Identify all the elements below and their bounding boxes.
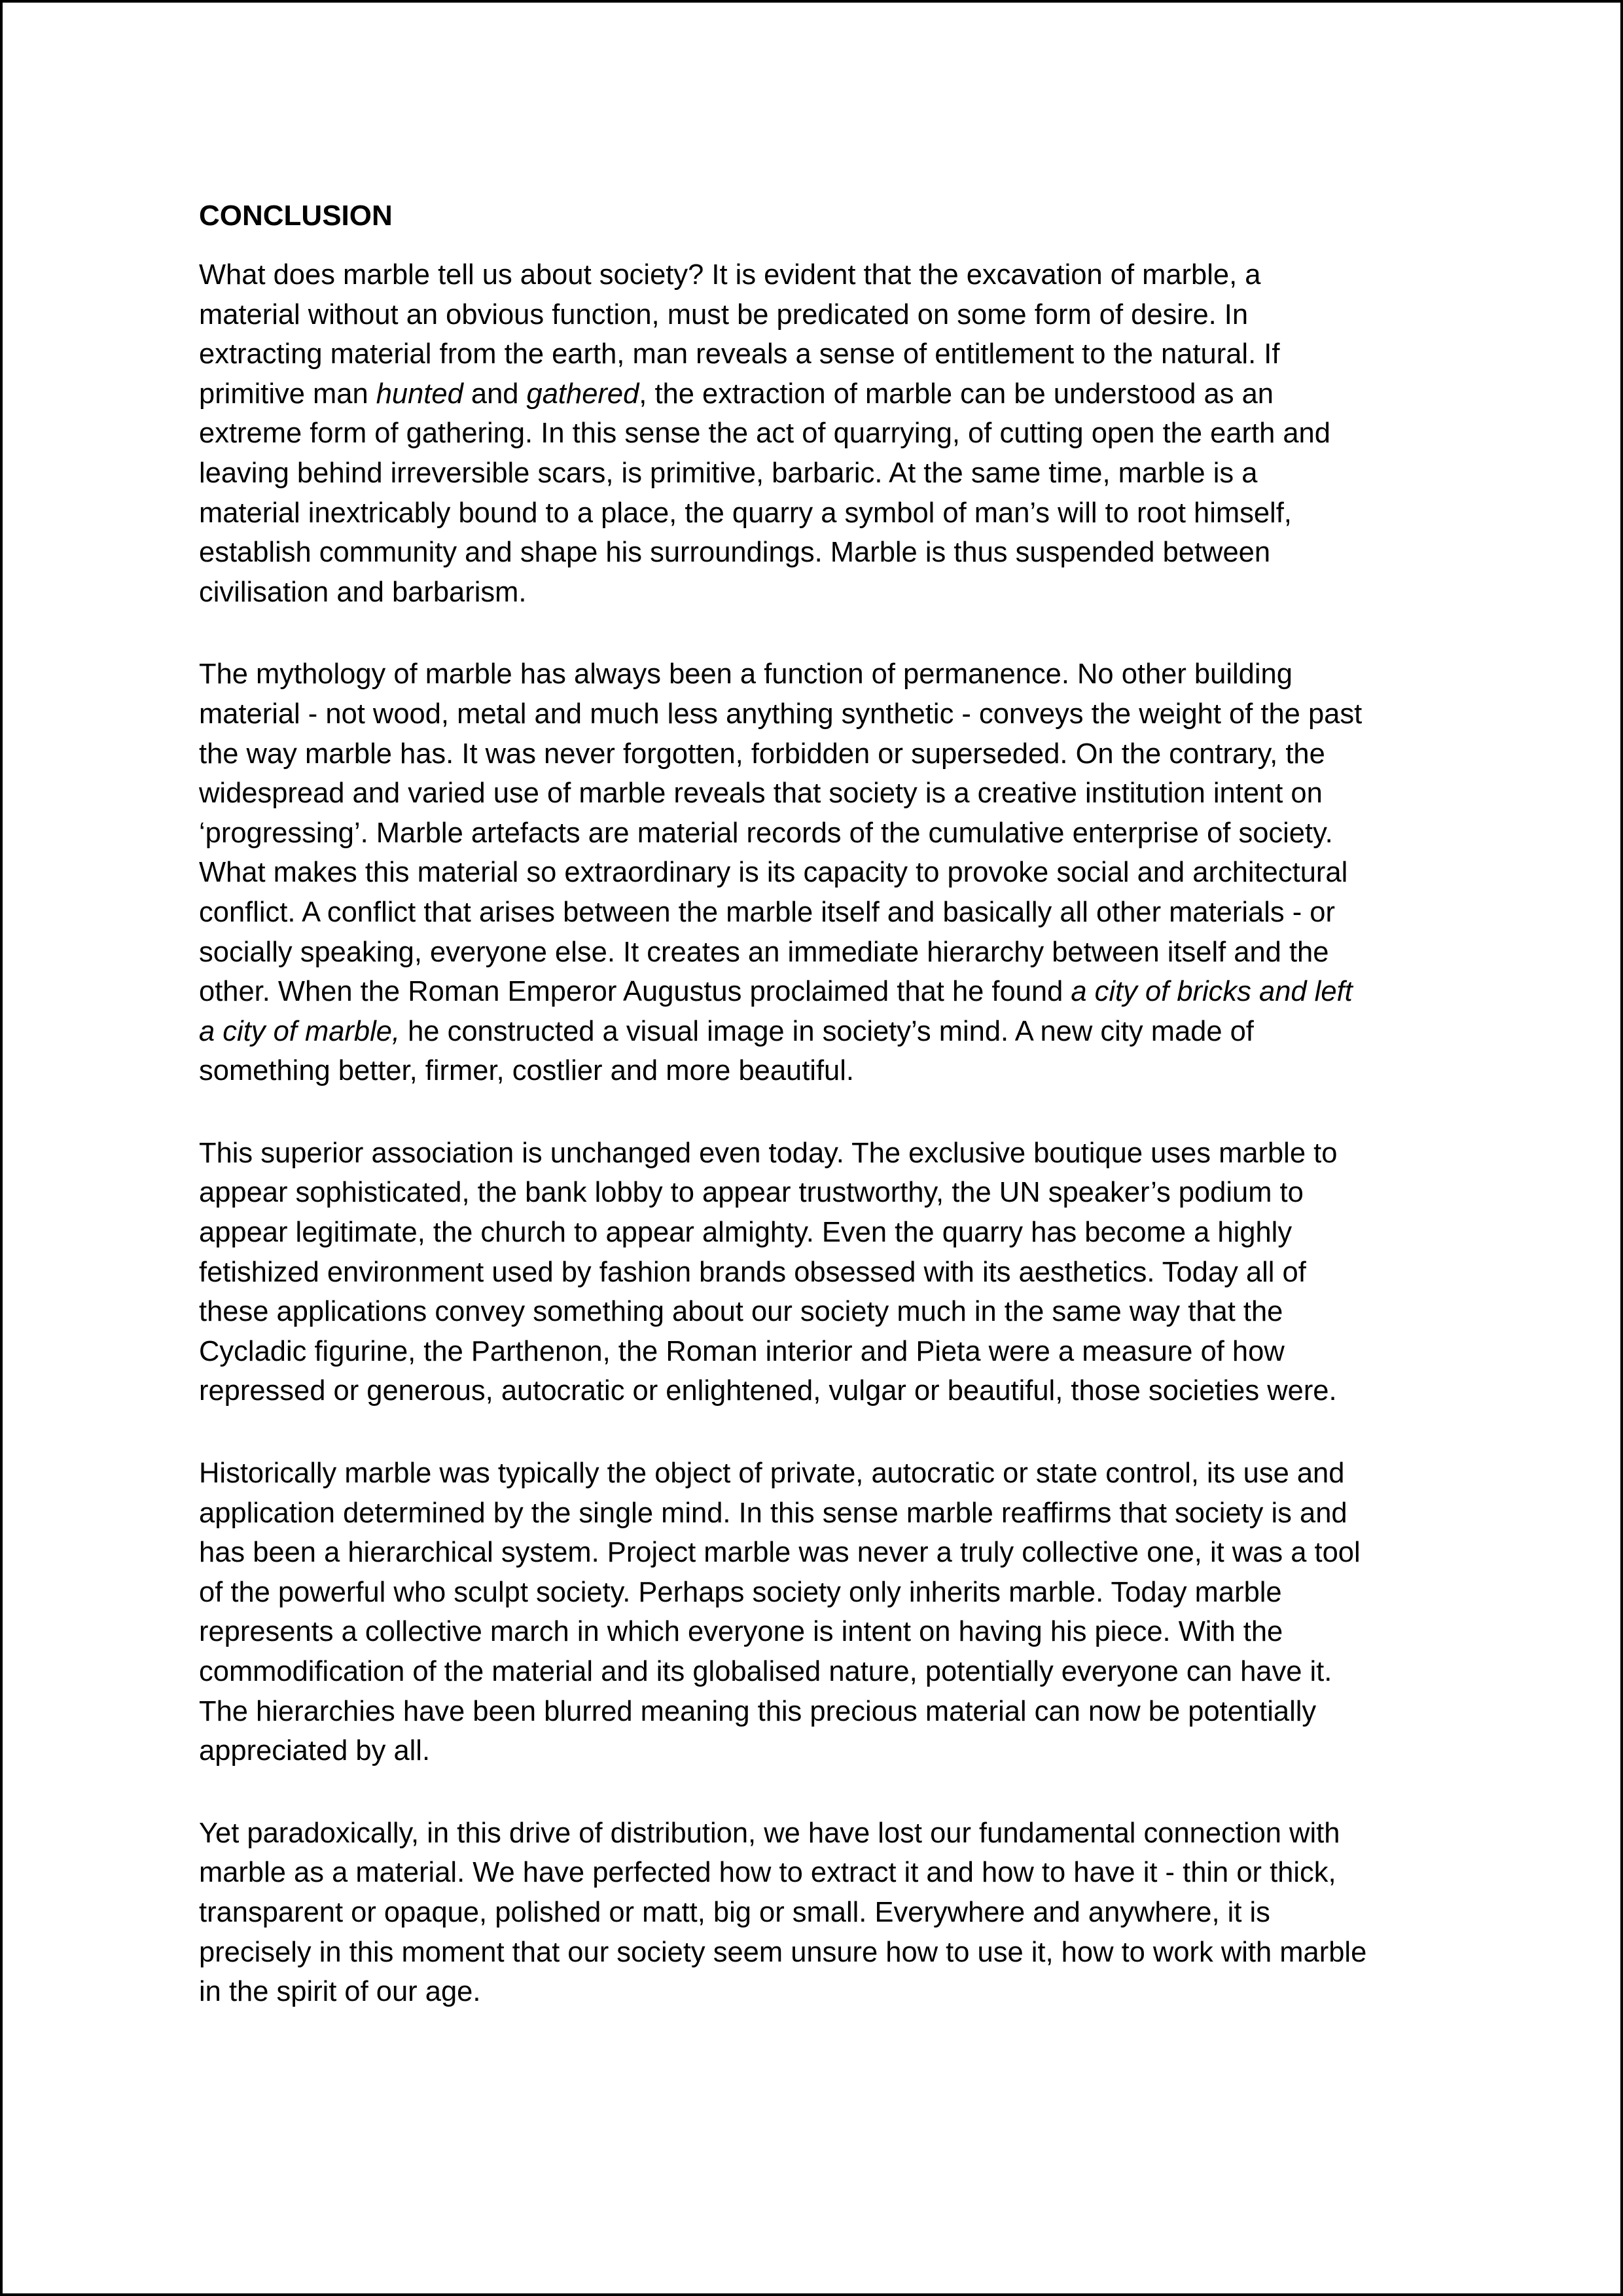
paragraph-line: material without an obvious function, must be predicated on some form of desire. In — [199, 298, 1249, 331]
text-run: other. When the Roman Emperor Augustus proclaimed that he found — [199, 976, 1071, 1008]
paragraph-line: extreme form of gathering. In this sense the act of quarrying, of cutting open the earth and — [199, 418, 1330, 450]
paragraph-line: civilisation and barbarism. — [199, 576, 527, 608]
text-run: and — [463, 378, 527, 410]
italic-quote: a city of marble, — [199, 1015, 401, 1047]
italic-quote: a city of bricks and left — [1071, 976, 1353, 1008]
italic-text: hunted — [376, 378, 463, 410]
paragraph-line: the way marble has. It was never forgotten, forbidden or superseded. On the contrary, the — [199, 738, 1325, 770]
text-run: , the extraction of marble can be understood as an — [639, 378, 1274, 410]
text-run: he constructed a visual image in society’s mind. A new city made of — [400, 1015, 1254, 1047]
document-body — [199, 196, 1442, 2054]
section-heading: CONCLUSION — [199, 200, 393, 232]
paragraph-line: something better, firmer, costlier and more beautiful. — [199, 1055, 854, 1087]
paragraph-line — [199, 374, 1442, 414]
paragraph-line: ‘progressing’. Marble artefacts are material records of the cumulative enterprise of society. — [199, 817, 1333, 849]
paragraph-line: extracting material from the earth, man reveals a sense of entitlement to the natural. If — [199, 338, 1280, 370]
paragraph-line: represents a collective march in which everyone is intent on having his piece. With the — [199, 1616, 1283, 1648]
paragraph-line — [199, 1012, 1442, 1052]
paragraph-line: This superior association is unchanged even today. The exclusive boutique uses marble to — [199, 1137, 1338, 1169]
paragraph-line: precisely in this moment that our society seem unsure how to use it, how to work with marble — [199, 1936, 1367, 1968]
paragraph-line: marble as a material. We have perfected how to extract it and how to have it - thin or thick, — [199, 1857, 1336, 1889]
paragraph-line: Yet paradoxically, in this drive of distribution, we have lost our fundamental connection with — [199, 1817, 1340, 1849]
paragraph-line: has been a hierarchical system. Project marble was never a truly collective one, it was a tool — [199, 1537, 1361, 1569]
paragraph-line: of the powerful who sculpt society. Perhaps society only inherits marble. Today marble — [199, 1576, 1282, 1608]
paragraph-line: What makes this material so extraordinary is its capacity to provoke social and architectural — [199, 857, 1348, 889]
paragraph-line: Historically marble was typically the object of private, autocratic or state control, its use and — [199, 1458, 1345, 1490]
paragraph-line: appear sophisticated, the bank lobby to appear trustworthy, the UN speaker’s podium to — [199, 1177, 1304, 1209]
paragraph-line: fetishized environment used by fashion brands obsessed with its aesthetics. Today all of — [199, 1256, 1306, 1288]
paragraph-line: The hierarchies have been blurred meaning this precious material can now be potentially — [199, 1695, 1317, 1727]
paragraph-line: material inextricably bound to a place, the quarry a symbol of man’s will to root himself, — [199, 497, 1292, 529]
paragraph-line: leaving behind irreversible scars, is primitive, barbaric. At the same time, marble is a — [199, 457, 1258, 489]
paragraph-line: application determined by the single mind. In this sense marble reaffirms that society is and — [199, 1497, 1347, 1529]
text-run: primitive man — [199, 378, 376, 410]
paragraph-line: transparent or opaque, polished or matt, big or small. Everywhere and anywhere, it is — [199, 1896, 1270, 1928]
paragraph-line: socially speaking, everyone else. It creates an immediate hierarchy between itself and the — [199, 936, 1329, 968]
paragraph-line: Cycladic figurine, the Parthenon, the Roman interior and Pieta were a measure of how — [199, 1335, 1285, 1367]
paragraph-line: in the spirit of our age. — [199, 1976, 481, 2008]
italic-text: gathered — [526, 378, 639, 410]
paragraph-2 — [199, 655, 1442, 1091]
paragraph-line: material - not wood, metal and much less anything synthetic - conveys the weight of the past — [199, 698, 1363, 730]
paragraph-4 — [199, 1454, 1442, 1771]
paragraph-line: appear legitimate, the church to appear almighty. Even the quarry has become a highly — [199, 1217, 1293, 1249]
paragraph-line: commodification of the material and its globalised nature, potentially everyone can have it. — [199, 1656, 1332, 1687]
paragraph-line: The mythology of marble has always been a function of permanence. No other building — [199, 658, 1293, 691]
paragraph-line: conflict. A conflict that arises between the marble itself and basically all other materials - or — [199, 896, 1335, 928]
paragraph-line: appreciated by all. — [199, 1735, 431, 1767]
paragraph-line: widespread and varied use of marble reveals that society is a creative institution intent on — [199, 778, 1323, 810]
paragraph-line: repressed or generous, autocratic or enlightened, vulgar or beautiful, those societies were. — [199, 1375, 1337, 1407]
paragraph-1 — [199, 255, 1442, 612]
paragraph-5 — [199, 1814, 1442, 2012]
paragraph-line: What does marble tell us about society? It is evident that the excavation of marble, a — [199, 259, 1261, 291]
paragraph-line: establish community and shape his surroundings. Marble is thus suspended between — [199, 537, 1271, 569]
paragraph-3 — [199, 1134, 1442, 1411]
paragraph-line: these applications convey something about our society much in the same way that the — [199, 1296, 1283, 1328]
paragraph-line — [199, 972, 1442, 1012]
